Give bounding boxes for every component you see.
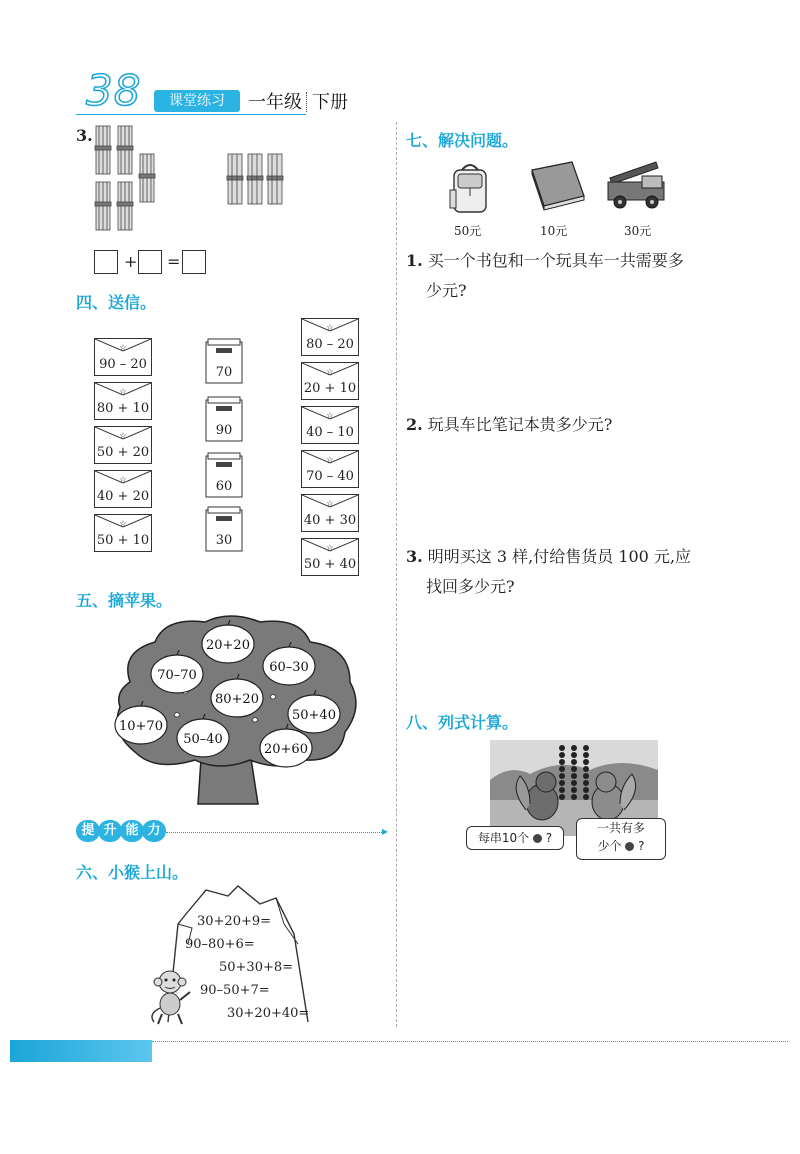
mailbox-label: 70 [215, 365, 233, 380]
svg-text:☆: ☆ [326, 323, 334, 332]
envelope-label: 40 – 10 [306, 425, 354, 440]
envelope[interactable] [301, 538, 359, 576]
mailbox-label: 30 [215, 533, 233, 548]
svg-text:☆: ☆ [326, 455, 334, 464]
footer-bar [10, 1040, 152, 1062]
envelope[interactable] [301, 494, 359, 532]
apple-label: 20+20 [206, 638, 250, 653]
price-label: 10元 [540, 224, 568, 238]
envelope[interactable] [301, 362, 359, 400]
banner-chip: 力 [142, 820, 166, 842]
question-text: 少元? [426, 281, 467, 300]
apple-label: 20+60 [264, 742, 308, 757]
envelope[interactable] [94, 514, 152, 552]
apple-label: 60–30 [269, 660, 309, 675]
bubble-question: ? [545, 831, 553, 845]
envelope-label: 50 + 10 [96, 533, 150, 548]
price-label: 50元 [454, 224, 482, 238]
notebook-icon [528, 160, 588, 212]
apple-label: 50–40 [183, 732, 223, 747]
question-1 [406, 246, 736, 306]
apple-label: 80+20 [215, 692, 259, 707]
answer-box-3[interactable] [182, 250, 206, 274]
envelope[interactable] [94, 426, 152, 464]
bubble-question: ? [638, 839, 645, 853]
svg-text:☆: ☆ [326, 411, 334, 420]
question-text: 买一个书包和一个玩具车一共需要多 [427, 251, 684, 270]
section7-title: 七、解决问题。 [406, 131, 519, 150]
bundles-group-left [94, 124, 160, 234]
envelope-label: 80 + 10 [96, 401, 150, 416]
question-3 [406, 542, 746, 602]
bundle-icon [117, 182, 133, 230]
svg-text:☆: ☆ [119, 387, 127, 396]
bundle-icon [95, 182, 111, 230]
mailbox-label: 90 [215, 423, 233, 438]
mailbox[interactable] [205, 396, 243, 442]
mailbox[interactable] [205, 452, 243, 498]
page-header [76, 66, 376, 116]
header-badge: 课堂练习 [154, 90, 240, 112]
banner-chip: 升 [98, 820, 122, 842]
answer-box-1[interactable] [94, 250, 118, 274]
q3-number: 3. [76, 126, 93, 145]
header-underline [76, 114, 306, 115]
column-divider [396, 122, 397, 1027]
header-grade: 一年级 [248, 92, 302, 113]
svg-text:☆: ☆ [119, 343, 127, 352]
plus-sign: + [124, 252, 138, 271]
svg-text:☆: ☆ [119, 519, 127, 528]
envelope[interactable] [94, 470, 152, 508]
bubble-text: 少个 [597, 839, 622, 853]
header-divider [306, 92, 308, 112]
mailbox[interactable] [205, 506, 243, 552]
banner-chip: 提 [76, 820, 100, 842]
envelope[interactable] [301, 406, 359, 444]
apple-label: 70–70 [157, 668, 197, 683]
question-2 [406, 410, 736, 440]
section4-title: 四、送信。 [76, 293, 157, 312]
expression: 50+30+8= [219, 960, 294, 975]
svg-text:☆: ☆ [326, 367, 334, 376]
arrow-icon: ▸ [382, 824, 389, 838]
apple-label: 10+70 [119, 719, 163, 734]
question-text: 找回多少元? [426, 577, 515, 596]
bubble-text: 每串10个 [477, 831, 530, 845]
backpack-icon [448, 160, 492, 216]
svg-text:☆: ☆ [326, 499, 334, 508]
envelope-label: 90 – 20 [99, 357, 147, 372]
speech-bubble-left [466, 826, 564, 850]
envelope-label: 20 + 10 [303, 381, 357, 396]
svg-text:☆: ☆ [326, 543, 334, 552]
envelope-label: 50 + 40 [303, 557, 357, 572]
question-text: 明明买这 3 样,付给售货员 100 元,应 [427, 547, 692, 566]
envelope-label: 70 – 40 [306, 469, 354, 484]
bundle-icon [95, 126, 111, 174]
improvement-banner [76, 820, 390, 844]
expression: 30+20+9= [197, 914, 272, 929]
banner-chip: 能 [120, 820, 144, 842]
question-number: 2. [406, 415, 423, 434]
fire-truck-icon [604, 156, 668, 212]
apple-tree [110, 612, 364, 808]
footer-dotted-line [152, 1041, 788, 1042]
envelope[interactable] [301, 450, 359, 488]
mailbox[interactable] [205, 338, 243, 384]
apple-label: 50+40 [292, 708, 336, 723]
svg-text:☆: ☆ [119, 475, 127, 484]
bead-icon [533, 834, 542, 843]
bead-icon [625, 842, 634, 851]
bundles-group-right [226, 152, 292, 208]
expression: 90–50+7= [200, 983, 270, 998]
envelope[interactable] [94, 382, 152, 420]
envelope-label: 40 + 20 [96, 489, 150, 504]
bundle-icon [117, 126, 133, 174]
bundle-icon [139, 154, 155, 202]
question-number: 3. [406, 547, 423, 566]
monkey-icon [148, 968, 194, 1026]
question-text: 玩具车比笔记本贵多少元? [427, 415, 613, 434]
mailbox-label: 60 [215, 479, 233, 494]
expression: 30+20+40= [227, 1006, 310, 1021]
header-volume: 下册 [312, 92, 348, 113]
banner-line [166, 832, 386, 833]
answer-box-2[interactable] [138, 250, 162, 274]
envelope-label: 80 – 20 [306, 337, 354, 352]
envelope-label: 50 + 20 [96, 445, 150, 460]
section6-title: 六、小猴上山。 [76, 863, 189, 882]
expression: 90–80+6= [185, 937, 255, 952]
question-number: 1. [406, 251, 423, 270]
section8-title: 八、列式计算。 [406, 713, 519, 732]
section5-title: 五、摘苹果。 [76, 591, 173, 610]
page-number: 38 [86, 66, 142, 115]
speech-bubble-right [576, 818, 666, 860]
equals-sign: = [167, 252, 181, 271]
envelope[interactable] [301, 318, 359, 356]
svg-text:☆: ☆ [119, 431, 127, 440]
bubble-text: 一共有多 [596, 821, 645, 835]
price-label: 30元 [624, 224, 652, 238]
envelope-label: 40 + 30 [303, 513, 357, 528]
envelope[interactable] [94, 338, 152, 376]
